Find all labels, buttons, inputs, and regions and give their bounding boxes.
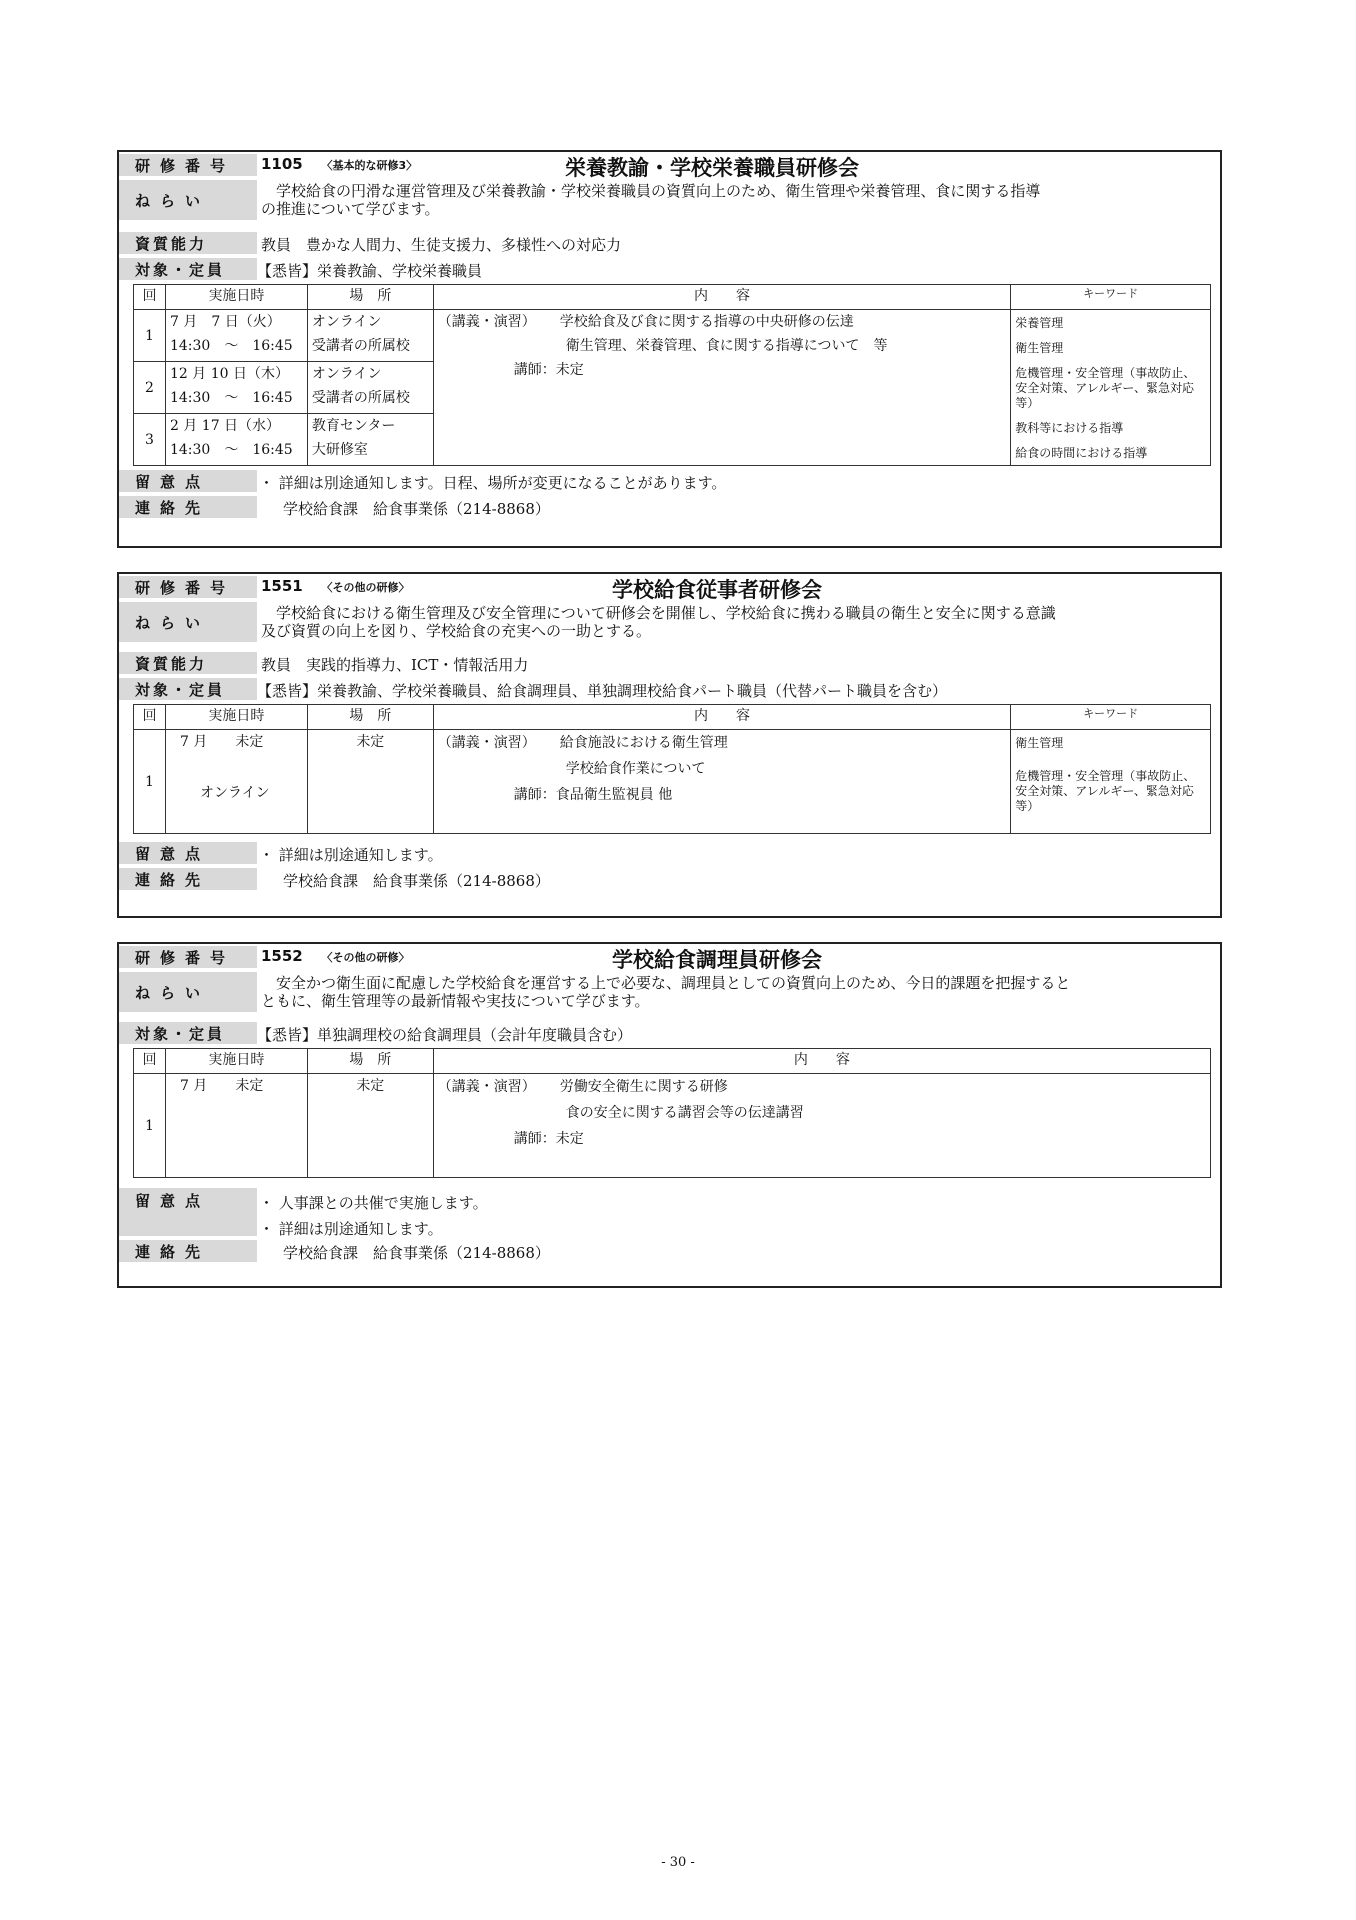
content-type: （講義・演習） <box>437 314 536 330</box>
round-date: 12 月 10 日（木） <box>169 366 289 382</box>
lecturer: 講師：未定 <box>513 362 584 378</box>
content-line: 学校給食及び食に関する指導の中央研修の伝達 <box>559 314 854 330</box>
content-line: 労働安全衛生に関する研修 <box>559 1079 728 1095</box>
label-target: 対象・定員 <box>119 678 257 700</box>
course-notes: ・ 詳細は別途通知します。 <box>259 846 443 864</box>
course-aim <box>261 974 1208 1010</box>
course-aim <box>261 182 1208 218</box>
place-line: 教育センター <box>311 418 396 434</box>
keyword: 衛生管理 <box>1015 341 1064 355</box>
label-aim: ねらい <box>119 602 257 642</box>
round-datetime <box>165 730 307 834</box>
keyword: 危機管理・安全管理（事故防止、安全対策、アレルギー、緊急対応 等） <box>1015 769 1206 813</box>
content-line: 衛生管理、栄養管理、食に関する指導について 等 <box>565 338 888 354</box>
label-number: 研修番号 <box>119 154 257 176</box>
keyword: 衛生管理 <box>1015 736 1064 750</box>
col-round: 回 <box>134 285 166 310</box>
label-aim: ねらい <box>119 972 257 1012</box>
content-line: 学校給食作業について <box>565 761 706 777</box>
round-date: 7 月 未定 <box>179 734 264 750</box>
col-keyword: キーワード <box>1011 705 1211 730</box>
col-content: 内 容 <box>433 705 1010 730</box>
keyword: 危機管理・安全管理（事故防止、安全対策、アレルギー、緊急対応 等） <box>1015 366 1206 410</box>
course-category: 〈基本的な研修3〉 <box>321 159 418 172</box>
schedule-header <box>134 705 1211 730</box>
course-category: 〈その他の研修〉 <box>321 581 410 594</box>
label-target: 対象・定員 <box>119 258 257 280</box>
course-number: 1552 <box>261 947 303 965</box>
label-competency: 資質能力 <box>119 232 257 254</box>
schedule-table <box>133 704 1211 834</box>
course-notes: ・ 詳細は別途通知します。日程、場所が変更になることがあります。 <box>259 474 727 492</box>
label-number: 研修番号 <box>119 946 257 968</box>
course-category: 〈その他の研修〉 <box>321 951 410 964</box>
table-row <box>134 730 1211 834</box>
round-datetime <box>165 1074 307 1178</box>
label-notes: 留意点 <box>119 1188 257 1236</box>
label-contact: 連絡先 <box>119 868 257 890</box>
round-number: 1 <box>134 310 166 362</box>
keyword: 給食の時間における指導 <box>1015 446 1148 460</box>
place-line: 受講者の所属校 <box>311 338 410 354</box>
round-mode: オンライン <box>199 785 270 801</box>
round-place: 未定 <box>307 730 433 834</box>
round-time: 14:30 〜 16:45 <box>169 390 293 406</box>
note-line: ・ 人事課との共催で実施します。 <box>259 1194 488 1212</box>
lecturer: 講師：食品衛生監視員 他 <box>513 787 673 803</box>
content-cell <box>433 730 1010 834</box>
course-target: 【悉皆】栄養教諭、学校栄養職員、給食調理員、単独調理校給食パート職員（代替パート職員を含む） <box>257 682 948 700</box>
course-target: 【悉皆】単独調理校の給食調理員（会計年度職員含む） <box>257 1026 633 1044</box>
course-competency: 教員 豊かな人間力、生徒支援力、多様性への対応力 <box>261 236 622 254</box>
content-line: 給食施設における衛生管理 <box>559 735 728 751</box>
round-place <box>307 362 433 414</box>
course-notes <box>259 1190 1208 1242</box>
aim-line: 学校給食の円滑な運営管理及び栄養教諭・学校栄養職員の資質向上のため、衛生管理や栄養管理、食に関する指導 <box>261 182 1041 200</box>
keyword: 教科等における指導 <box>1015 421 1124 435</box>
lecturer: 講師：未定 <box>513 1131 584 1147</box>
place-line: 大研修室 <box>311 442 368 458</box>
round-place: 未定 <box>307 1074 433 1178</box>
place-line: オンライン <box>311 366 382 382</box>
page-number: - 30 - <box>661 1855 695 1870</box>
place-line: オンライン <box>311 314 382 330</box>
col-round: 回 <box>134 705 166 730</box>
aim-line: ともに、衛生管理等の最新情報や実技について学びます。 <box>261 992 650 1010</box>
col-keyword: キーワード <box>1011 285 1211 310</box>
round-number: 2 <box>134 362 166 414</box>
round-date: 7 月 7 日（火） <box>169 314 281 330</box>
schedule-header <box>134 1049 1211 1074</box>
label-aim: ねらい <box>119 180 257 220</box>
round-date: 7 月 未定 <box>179 1078 264 1094</box>
course-contact: 学校給食課 給食事業係（214-8868） <box>283 872 550 890</box>
course-number: 1551 <box>261 577 303 595</box>
round-number: 1 <box>134 1074 166 1178</box>
label-contact: 連絡先 <box>119 1240 257 1262</box>
round-time: 14:30 〜 16:45 <box>169 442 293 458</box>
course-title: 学校給食従事者研修会 <box>612 578 822 602</box>
round-place <box>307 310 433 362</box>
content-line: 食の安全に関する講習会等の伝達講習 <box>565 1105 804 1121</box>
keyword: 栄養管理 <box>1015 316 1064 330</box>
schedule-table <box>133 284 1211 466</box>
label-target: 対象・定員 <box>119 1022 257 1044</box>
round-number: 3 <box>134 414 166 466</box>
schedule-table <box>133 1048 1211 1178</box>
col-place: 場 所 <box>307 285 433 310</box>
col-date: 実施日時 <box>165 285 307 310</box>
round-number: 1 <box>134 730 166 834</box>
course-competency: 教員 実践的指導力、ICT・情報活用力 <box>261 656 529 674</box>
content-cell <box>433 1074 1210 1178</box>
label-notes: 留意点 <box>119 842 257 864</box>
course-contact: 学校給食課 給食事業係（214-8868） <box>283 1244 550 1262</box>
col-place: 場 所 <box>307 1049 433 1074</box>
col-round: 回 <box>134 1049 166 1074</box>
content-type: （講義・演習） <box>437 1079 536 1095</box>
round-datetime <box>165 310 307 362</box>
label-number: 研修番号 <box>119 576 257 598</box>
aim-line: 安全かつ衛生面に配慮した学校給食を運営する上で必要な、調理員としての資質向上のため、今日的課題を把握すると <box>261 974 1071 992</box>
course-target: 【悉皆】栄養教諭、学校栄養職員 <box>257 262 483 280</box>
label-competency: 資質能力 <box>119 652 257 674</box>
round-date: 2 月 17 日（水） <box>169 418 281 434</box>
aim-line: 及び資質の向上を図り、学校給食の充実への一助とする。 <box>261 622 652 640</box>
col-content: 内 容 <box>433 285 1010 310</box>
course-card-1551 <box>117 572 1222 918</box>
col-date: 実施日時 <box>165 705 307 730</box>
round-place <box>307 414 433 466</box>
table-row <box>134 310 1211 362</box>
round-datetime <box>165 362 307 414</box>
keyword-cell <box>1011 310 1211 466</box>
col-date: 実施日時 <box>165 1049 307 1074</box>
course-card-1552 <box>117 942 1222 1288</box>
table-row <box>134 1074 1211 1178</box>
content-type: （講義・演習） <box>437 735 536 751</box>
content-cell <box>433 310 1010 466</box>
note-line: ・ 詳細は別途通知します。 <box>259 1220 443 1238</box>
place-line: 受講者の所属校 <box>311 390 410 406</box>
course-title: 栄養教諭・学校栄養職員研修会 <box>565 156 859 180</box>
course-aim <box>261 604 1208 640</box>
round-datetime <box>165 414 307 466</box>
course-card-1105 <box>117 150 1222 548</box>
schedule-header <box>134 285 1211 310</box>
course-contact: 学校給食課 給食事業係（214-8868） <box>283 500 550 518</box>
keyword-cell <box>1011 730 1211 834</box>
aim-line: の推進について学びます。 <box>261 200 440 218</box>
course-title: 学校給食調理員研修会 <box>612 948 822 972</box>
round-time: 14:30 〜 16:45 <box>169 338 293 354</box>
col-place: 場 所 <box>307 705 433 730</box>
label-notes: 留意点 <box>119 470 257 492</box>
label-contact: 連絡先 <box>119 496 257 518</box>
col-content: 内 容 <box>433 1049 1210 1074</box>
course-number: 1105 <box>261 155 303 173</box>
aim-line: 学校給食における衛生管理及び安全管理について研修会を開催し、学校給食に携わる職員の衛生と安全に関する意識 <box>261 604 1056 622</box>
